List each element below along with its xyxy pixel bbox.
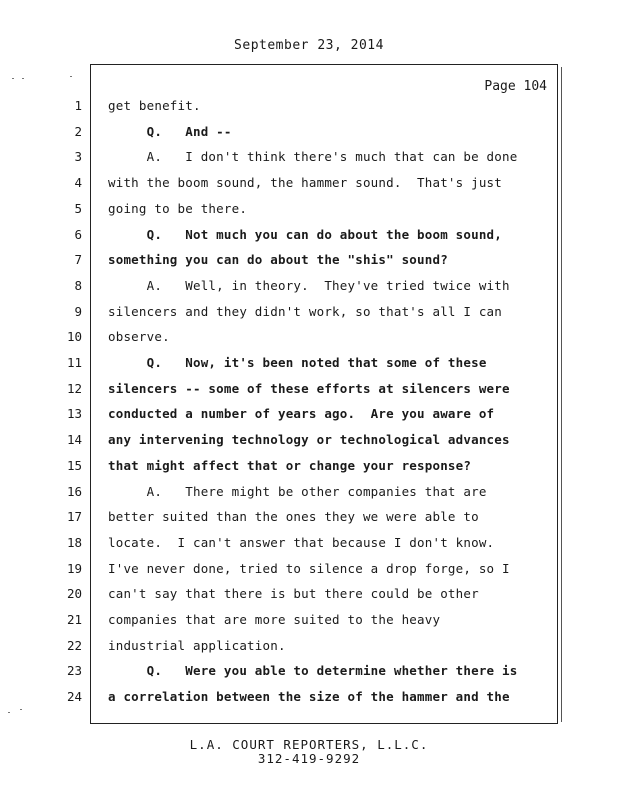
line-number: 12 [66,380,82,396]
scan-speck [20,709,22,710]
line-number: 17 [66,509,82,525]
transcript-line: observe. [108,329,170,345]
scan-speck [70,76,72,77]
line-number: 14 [66,432,82,448]
line-number: 20 [66,586,82,602]
transcript-line: a correlation between the size of the hammer and the [108,689,510,705]
transcript-line: companies that are more suited to the heavy [108,612,441,627]
line-number: 16 [66,483,82,499]
line-number: 7 [74,252,82,268]
header-date: September 23, 2014 [234,38,384,53]
line-number: 1 [74,98,82,113]
transcript-line: A. Well, in theory. They've tried twice with [108,277,510,293]
transcript-line: Q. And -- [108,123,232,139]
transcript-line: silencers and they didn't work, so that's all I can [108,303,503,319]
line-number: 21 [66,612,82,627]
line-number: 24 [66,689,82,705]
footer-phone: 312-419-9292 [257,751,361,766]
transcript-line: A. There might be other companies that are [108,483,487,499]
footer-reporter-name: L.A. COURT REPORTERS, L.L.C. [189,737,429,752]
transcript-line: get benefit. [108,98,201,113]
line-number: 3 [74,149,82,165]
line-number: 13 [66,406,82,422]
transcript-line: locate. I can't answer that because I don't know. [108,534,495,550]
line-number: 2 [74,123,82,139]
scan-speck [8,712,10,713]
transcript-line: something you can do about the "shis" sound? [108,252,448,268]
scan-speck [22,78,24,79]
page-number: Page 104 [484,79,547,94]
transcript-line: going to be there. [108,200,248,216]
transcript-line: with the boom sound, the hammer sound. That's just [108,175,503,191]
line-number: 23 [66,663,82,679]
line-number: 10 [66,329,82,345]
line-number: 5 [74,200,82,216]
line-number: 11 [66,355,82,370]
line-number: 6 [74,226,82,242]
line-number: 15 [66,457,82,473]
transcript-line: Q. Now, it's been noted that some of these [108,355,487,370]
line-number: 9 [74,303,82,319]
line-number: 8 [74,277,82,293]
line-number: 4 [74,175,82,191]
scan-speck [12,78,14,79]
transcript-line: can't say that there is but there could be other [108,586,479,602]
line-number: 18 [66,534,82,550]
transcript-line: A. I don't think there's much that can be done [108,149,518,165]
transcript-line: I've never done, tried to silence a drop forge, so I [108,560,510,576]
transcript-line: that might affect that or change your response? [108,457,472,473]
transcript-line: conducted a number of years ago. Are you aware of [108,406,495,422]
line-number: 19 [66,560,82,576]
transcript-line: Q. Not much you can do about the boom sound, [108,226,503,242]
transcript-line: any intervening technology or technological advances [108,432,510,448]
line-number: 22 [66,637,82,653]
transcript-line: industrial application. [108,637,286,653]
transcript-line: silencers -- some of these efforts at silencers were [108,380,510,396]
transcript-line: better suited than the ones they we were able to [108,509,479,525]
transcript-line: Q. Were you able to determine whether there is [108,663,518,679]
